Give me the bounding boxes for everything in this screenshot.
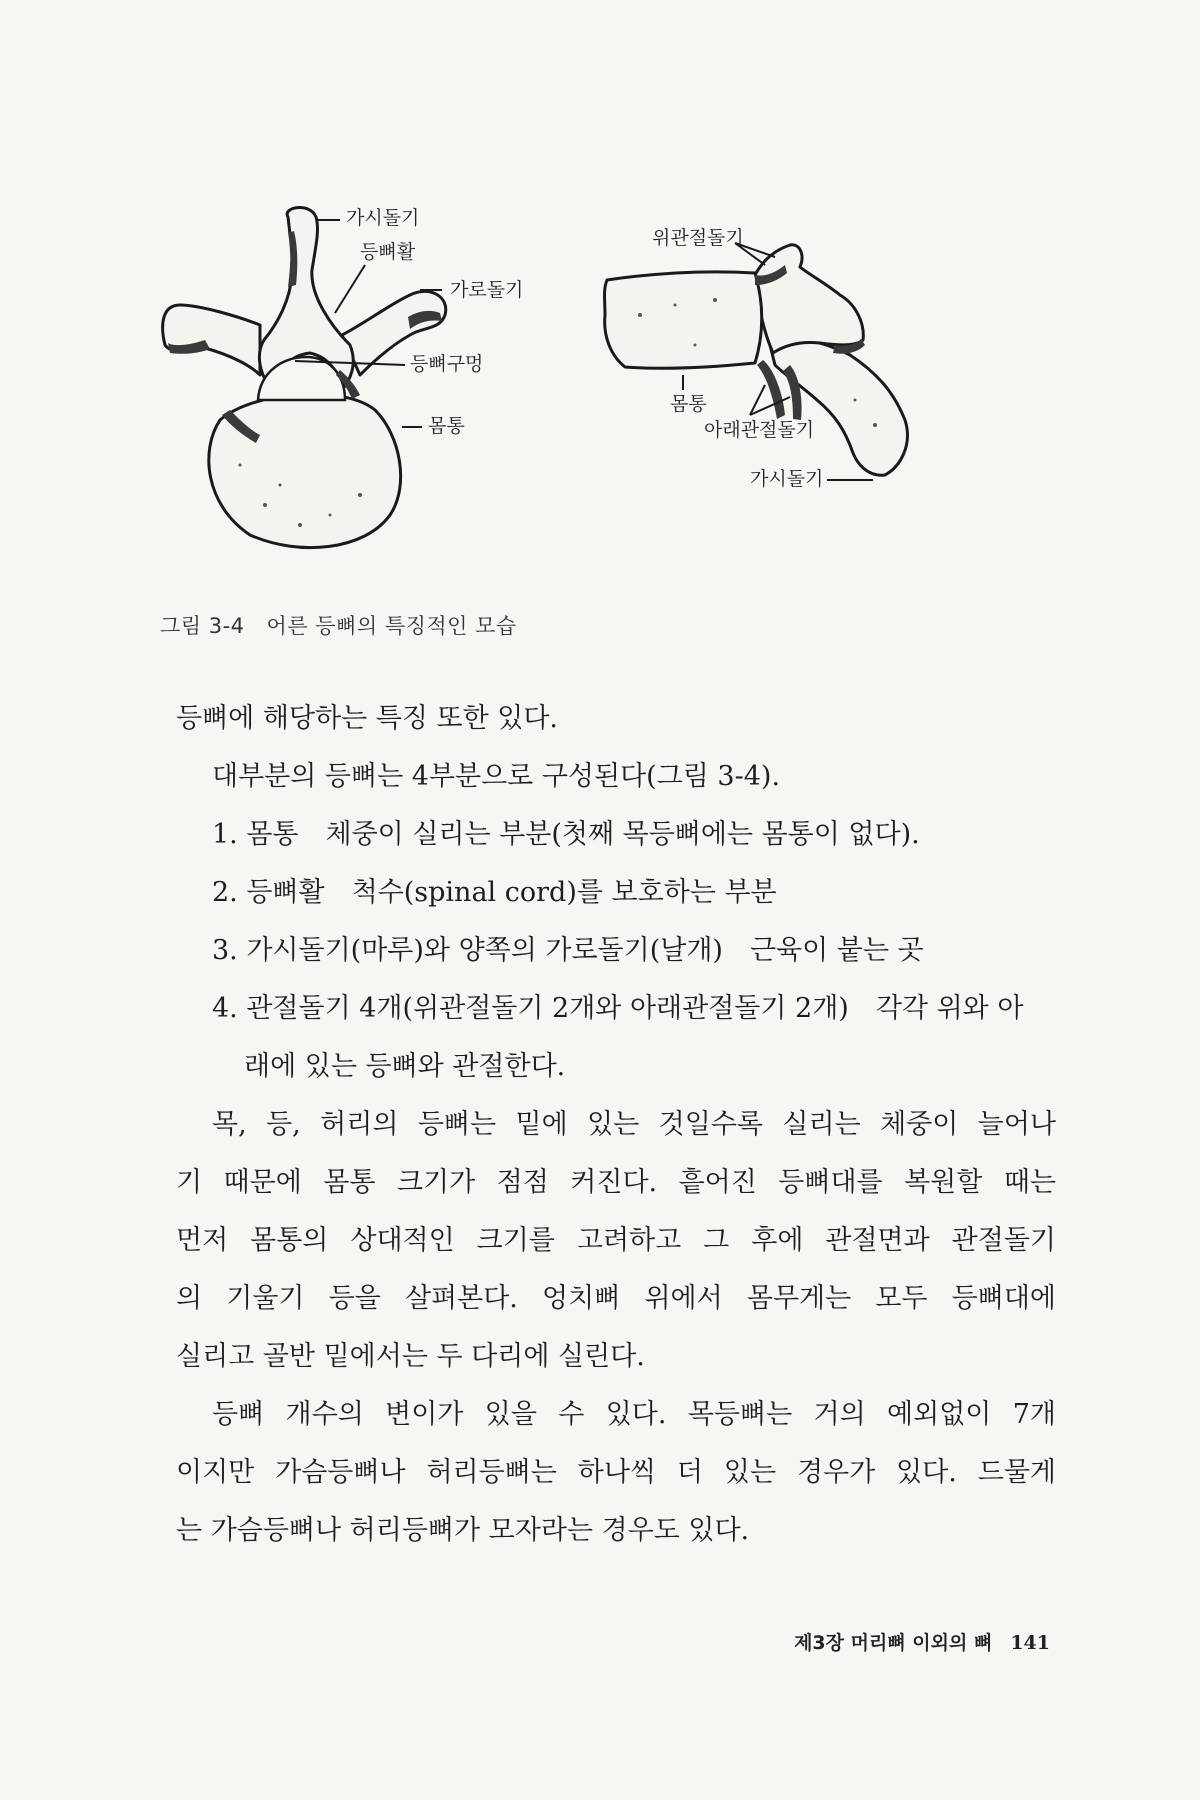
label-spinous-process-right: 가시돌기 bbox=[750, 468, 824, 490]
label-transverse-process: 가로돌기 bbox=[450, 279, 524, 301]
figure-title: 어른 등뼈의 특징적인 모습 bbox=[266, 614, 517, 638]
list-item-2: 2. 등뼈활 척수(spinal cord)를 보호하는 부분 bbox=[212, 877, 777, 908]
vertebra-figure bbox=[160, 205, 1060, 585]
list-intro: 대부분의 등뼈는 4부분으로 구성된다(그림 3-4). bbox=[212, 761, 781, 792]
paragraph-2 bbox=[176, 1386, 1056, 1560]
figure-number: 그림 3-4 bbox=[160, 614, 245, 638]
vertebra-lateral-view-drawing bbox=[595, 205, 955, 505]
running-footer-chapter: 제3장 머리뼈 이외의 뼈 bbox=[794, 1632, 993, 1654]
paragraph-2-line: 등뼈 개수의 변이가 있을 수 있다. 목등뼈는 거의 예외없이 7개 bbox=[212, 1399, 1056, 1430]
list-item-4: 4. 관절돌기 4개(위관절돌기 2개와 아래관절돌기 2개) 각각 위와 아 bbox=[212, 993, 1024, 1024]
page-number: 141 bbox=[1010, 1632, 1050, 1654]
label-vertebral-arch: 등뼈활 bbox=[360, 241, 416, 263]
list-item-1: 1. 몸통 체중이 실리는 부분(첫째 목등뼈에는 몸통이 없다). bbox=[212, 819, 920, 850]
paragraph-2-line: 이지만 가슴등뼈나 허리등뼈는 하나씩 더 있는 경우가 있다. 드물게 bbox=[176, 1457, 1056, 1488]
paragraph-1-line: 실리고 골반 밑에서는 두 다리에 실린다. bbox=[176, 1341, 645, 1372]
list-item-3: 3. 가시돌기(마루)와 양쪽의 가로돌기(날개) 근육이 붙는 곳 bbox=[212, 935, 924, 966]
label-spinous-process-left: 가시돌기 bbox=[346, 207, 420, 229]
page-footer bbox=[794, 1628, 1050, 1655]
list-item-4-continued: 래에 있는 등뼈와 관절한다. bbox=[244, 1051, 566, 1082]
figure-caption bbox=[160, 610, 517, 640]
paragraph-1-line: 의 기울기 등을 살펴본다. 엉치뼈 위에서 몸무게는 모두 등뼈대에 bbox=[176, 1283, 1056, 1314]
paragraph-1 bbox=[176, 1096, 1056, 1386]
label-inferior-articular-process: 아래관절돌기 bbox=[704, 419, 815, 441]
paragraph-1-line: 먼저 몸통의 상대적인 크기를 고려하고 그 후에 관절면과 관절돌기 bbox=[176, 1225, 1056, 1256]
label-superior-articular-process: 위관절돌기 bbox=[652, 227, 744, 249]
vertebra-superior-view-drawing bbox=[160, 205, 480, 585]
label-vertebral-foramen: 등뼈구멍 bbox=[410, 353, 484, 375]
label-body-left: 몸통 bbox=[428, 415, 465, 437]
paragraph-2-line: 는 가슴등뼈나 허리등뼈가 모자라는 경우도 있다. bbox=[176, 1515, 750, 1546]
paragraph-1-line: 기 때문에 몸통 크기가 점점 커진다. 흩어진 등뼈대를 복원할 때는 bbox=[176, 1167, 1056, 1198]
body-text bbox=[176, 690, 1056, 1560]
intro-line: 등뼈에 해당하는 특징 또한 있다. bbox=[176, 703, 558, 734]
paragraph-1-line: 목, 등, 허리의 등뼈는 밑에 있는 것일수록 실리는 체중이 늘어나 bbox=[212, 1109, 1056, 1140]
label-body-right: 몸통 bbox=[670, 393, 707, 415]
